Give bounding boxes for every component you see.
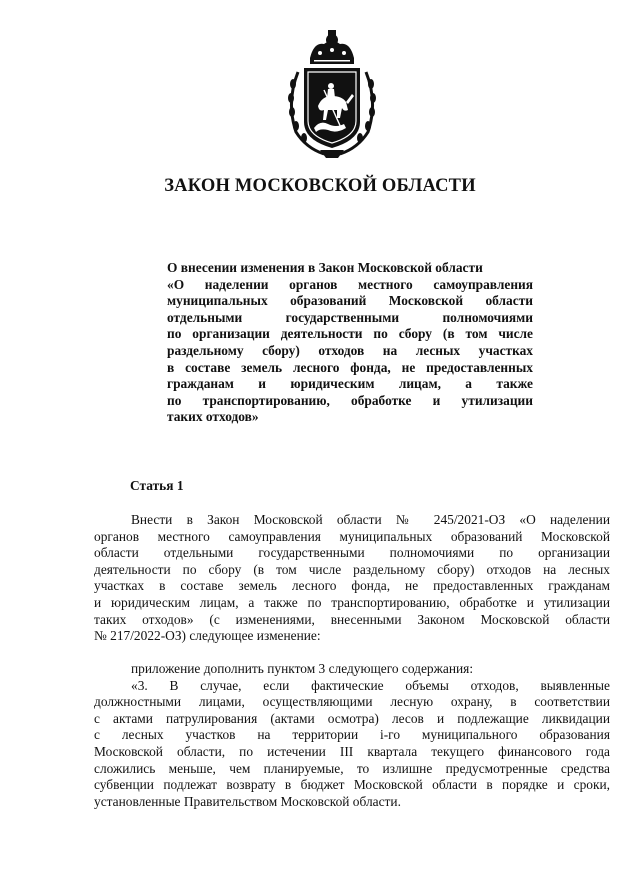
subject-line: отдельными государственными полномочиями	[167, 309, 533, 325]
law-subject	[167, 260, 533, 426]
paragraph-line: с актами патрулирования (актами осмотра) лесов и подлежащие ликвидации	[94, 710, 610, 726]
paragraph-line: таких отходов» (с изменениями, внесенными Законом Московской области	[94, 611, 610, 627]
paragraph-line: должностными лицами, осуществляющими лесную охрану, в соответствии	[94, 694, 610, 710]
document-title: ЗАКОН МОСКОВСКОЙ ОБЛАСТИ	[164, 176, 476, 196]
subject-line: по организации деятельности по сбору (в том числе	[167, 326, 533, 342]
article-heading: Статья 1	[130, 478, 184, 493]
paragraph-line: № 217/2022-ОЗ) следующее изменение:	[94, 628, 321, 644]
coat-of-arms-icon	[284, 28, 380, 160]
paragraph-line: приложение дополнить пунктом 3 следующего содержания:	[131, 661, 474, 676]
paragraph-line: органов местного самоуправления муниципальных образований Московской	[94, 528, 610, 544]
subject-line: гражданам и юридическим лицам, а также	[167, 376, 533, 392]
subject-line: «О наделении органов местного самоуправления	[167, 276, 533, 292]
paragraph-line: и юридическим лицам, а также по транспортированию, обработке и утилизации	[94, 594, 610, 610]
subject-line: раздельному сбору) отходов на лесных участках	[167, 342, 533, 358]
paragraph-line: сложились меньше, чем планируемые, то излишне предусмотренные средства	[94, 760, 610, 776]
subject-line: по транспортированию, обработке и утилизации	[167, 392, 533, 408]
paragraph-line: области отдельными государственными полномочиями по организации	[94, 545, 610, 561]
paragraph-line: деятельности по сбору (в том числе раздельному сбору) отходов на лесных	[94, 561, 610, 577]
subject-line: таких отходов»	[167, 409, 259, 425]
paragraph-line: установленные Правительством Московской области.	[94, 793, 401, 809]
article-paragraph-1	[94, 512, 610, 645]
article-paragraph-2	[94, 661, 610, 810]
paragraph-line: Внести в Закон Московской области № 245/2021-ОЗ «О наделении	[131, 512, 610, 527]
paragraph-line: Московской области, по истечении III квартала текущего финансового года	[94, 743, 610, 759]
paragraph-line: субвенции подлежат возврату в бюджет Московской области в порядке и сроки,	[94, 777, 610, 793]
subject-line: муниципальных образований Московской области	[167, 293, 533, 309]
subject-line: О внесении изменения в Закон Московской области	[167, 260, 483, 275]
paragraph-line: с лесных участков на территории i-го муниципального образования	[94, 727, 610, 743]
paragraph-line: «3. В случае, если фактические объемы отходов, выявленные	[131, 677, 610, 693]
paragraph-line: участках в составе земель лесного фонда, не предоставленных гражданам	[94, 578, 610, 594]
subject-line: в составе земель лесного фонда, не предоставленных	[167, 359, 533, 375]
